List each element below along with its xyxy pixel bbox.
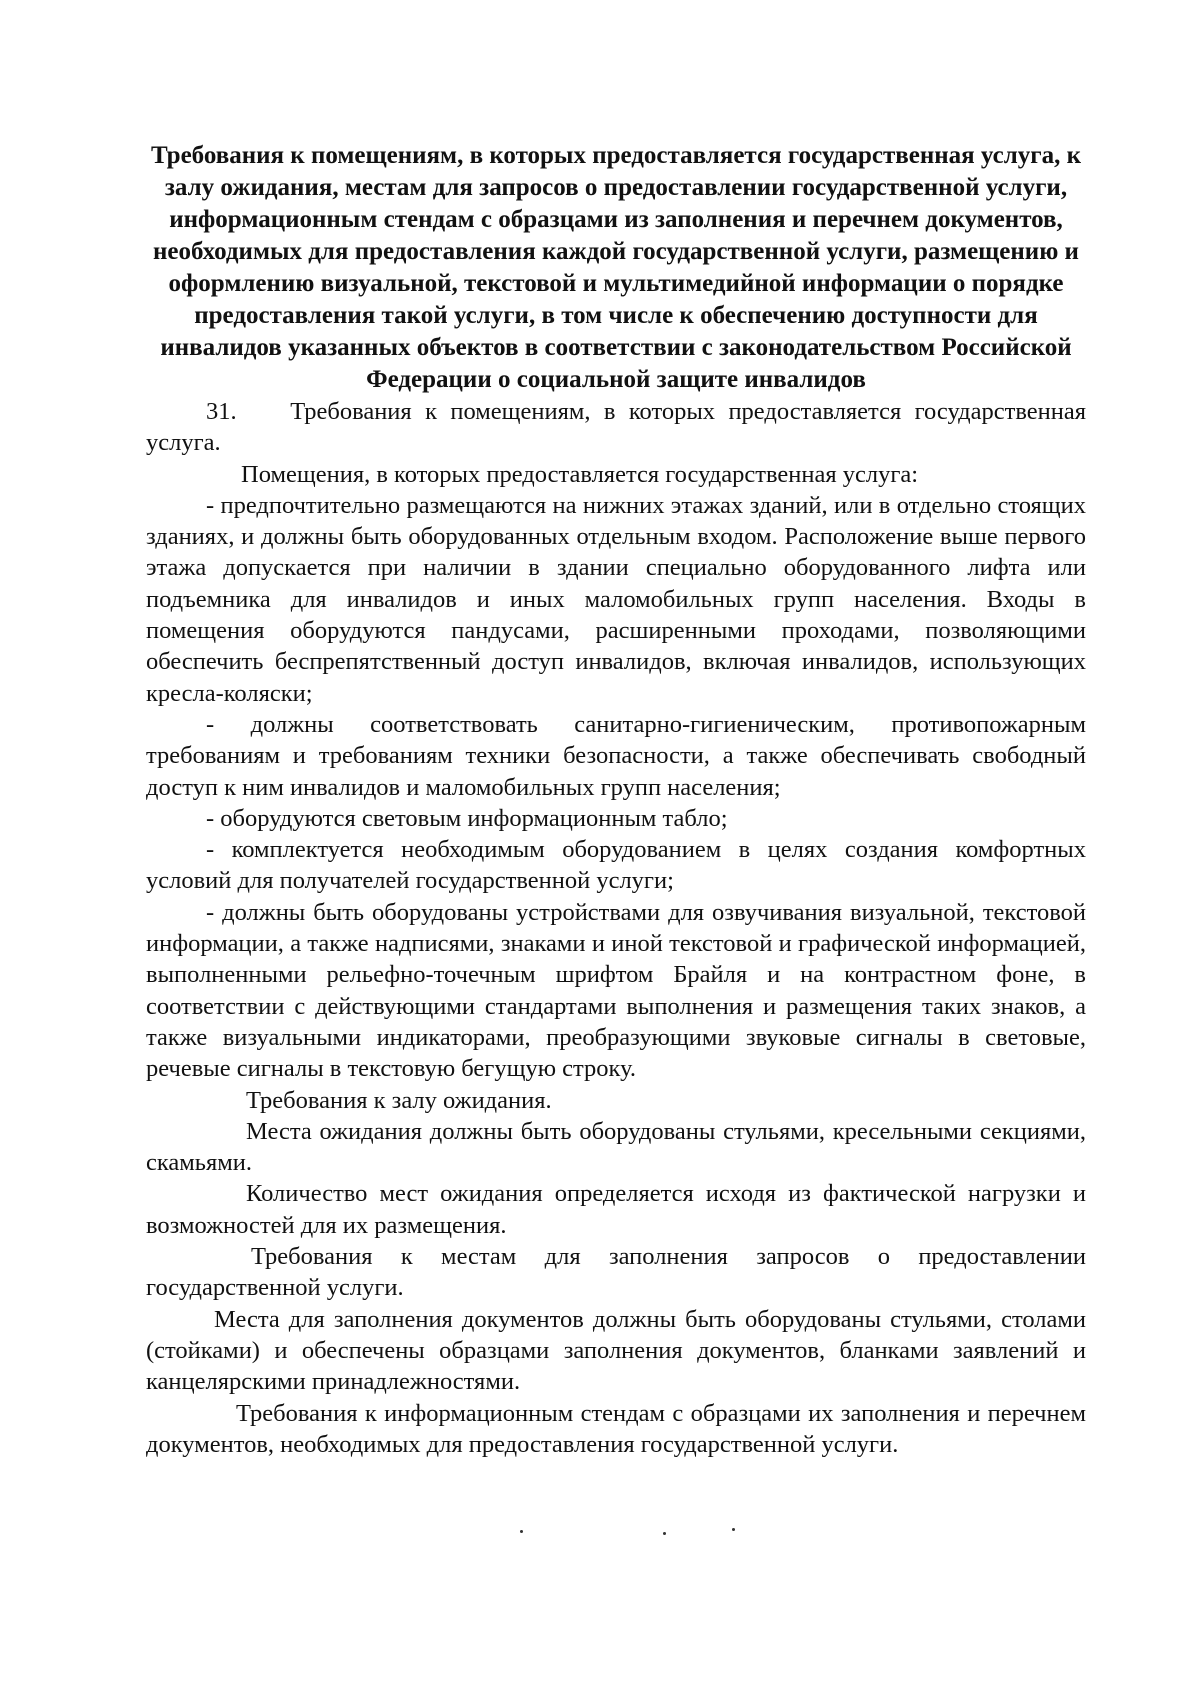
paragraph-list-item: - предпочтительно размещаются на нижних этажах зданий, или в отдельно стоящих зданиях, и должны быть оборудованных отдельным входом. Расположение выше первого этажа допускается при наличии в здании специально оборудованного лифта или подъемника для инвалидов и иных маломобильных групп населения. Входы в помещения оборудуются пандусами, расширенными проходами, позволяющими обеспечить беспрепятственный доступ инвалидов, включая инвалидов, использующих кресла-коляски; [146, 491, 1086, 707]
paragraph-filling-places: Места для заполнения документов должны быть оборудованы стульями, столами (стойками) и обеспечены образцами заполнения документов, бланками заявлений и канцелярскими принадлежностями. [146, 1305, 1086, 1396]
paragraph-list-item: - оборудуются световым информационным табло; [206, 804, 728, 832]
scan-artifacts [0, 1528, 1200, 1538]
paragraph-waiting-count: Количество мест ожидания определяется исходя из фактической нагрузки и возможностей для их размещения. [146, 1180, 1086, 1239]
paragraph-list-item: - должны быть оборудованы устройствами для озвучивания визуальной, текстовой информации, а также надписями, знаками и иной текстовой и графической информацией, выполненными рельефно-точечным шрифтом Брайля и на контрастном фоне, в соответствии с действующими стандартами выполнения и размещения таких знаков, а также визуальными индикаторами, преобразующими звуковые сигналы в световые, речевые сигналы в текстовую бегущую строку. [146, 898, 1086, 1083]
scan-speck [663, 1532, 666, 1535]
scan-speck [732, 1528, 735, 1531]
paragraph-list-item: - должны соответствовать санитарно-гигиеническим, противопожарным требованиям и требованиям техники безопасности, а также обеспечивать свободный доступ к ним инвалидов и маломобильных групп населения; [146, 710, 1086, 801]
paragraph-waiting-seats: Места ожидания должны быть оборудованы стульями, кресельными секциями, скамьями. [146, 1117, 1086, 1177]
document-body [146, 396, 1086, 1460]
document-content [146, 140, 1086, 1460]
scan-speck [520, 1530, 523, 1533]
paragraph-list-item: - комплектуется необходимым оборудованием в целях создания комфортных условий для получателей государственной услуги; [146, 836, 1086, 895]
paragraph-info-stands: Требования к информационным стендам с образцами их заполнения и перечнем документов, необходимых для предоставления государственной услуги. [146, 1399, 1086, 1458]
paragraph-request-places: Требования к местам для заполнения запросов о предоставлении государственной услуги. [146, 1243, 1086, 1302]
paragraph-premises-intro: Помещения, в которых предоставляется государственная услуга: [241, 460, 919, 488]
paragraph-waiting-hall: Требования к залу ожидания. [246, 1086, 552, 1114]
paragraph-31: 31. Требования к помещениям, в которых предоставляется государственная услуга. [146, 398, 1086, 457]
section-heading: Требования к помещениям, в которых предоставляется государственная услуга, к залу ожидания, местам для запросов о предоставлении государственной услуги, информационным стендам с образцами из заполнения и перечнем документов, необходимых для предоставления каждой государственной услуги, размещению и оформлению визуальной, текстовой и мультимедийной информации о порядке предоставления такой услуги, в том числе к обеспечению доступности для инвалидов указанных объектов в соответствии с законодательством Российской Федерации о социальной защите инвалидов [150, 142, 1082, 393]
